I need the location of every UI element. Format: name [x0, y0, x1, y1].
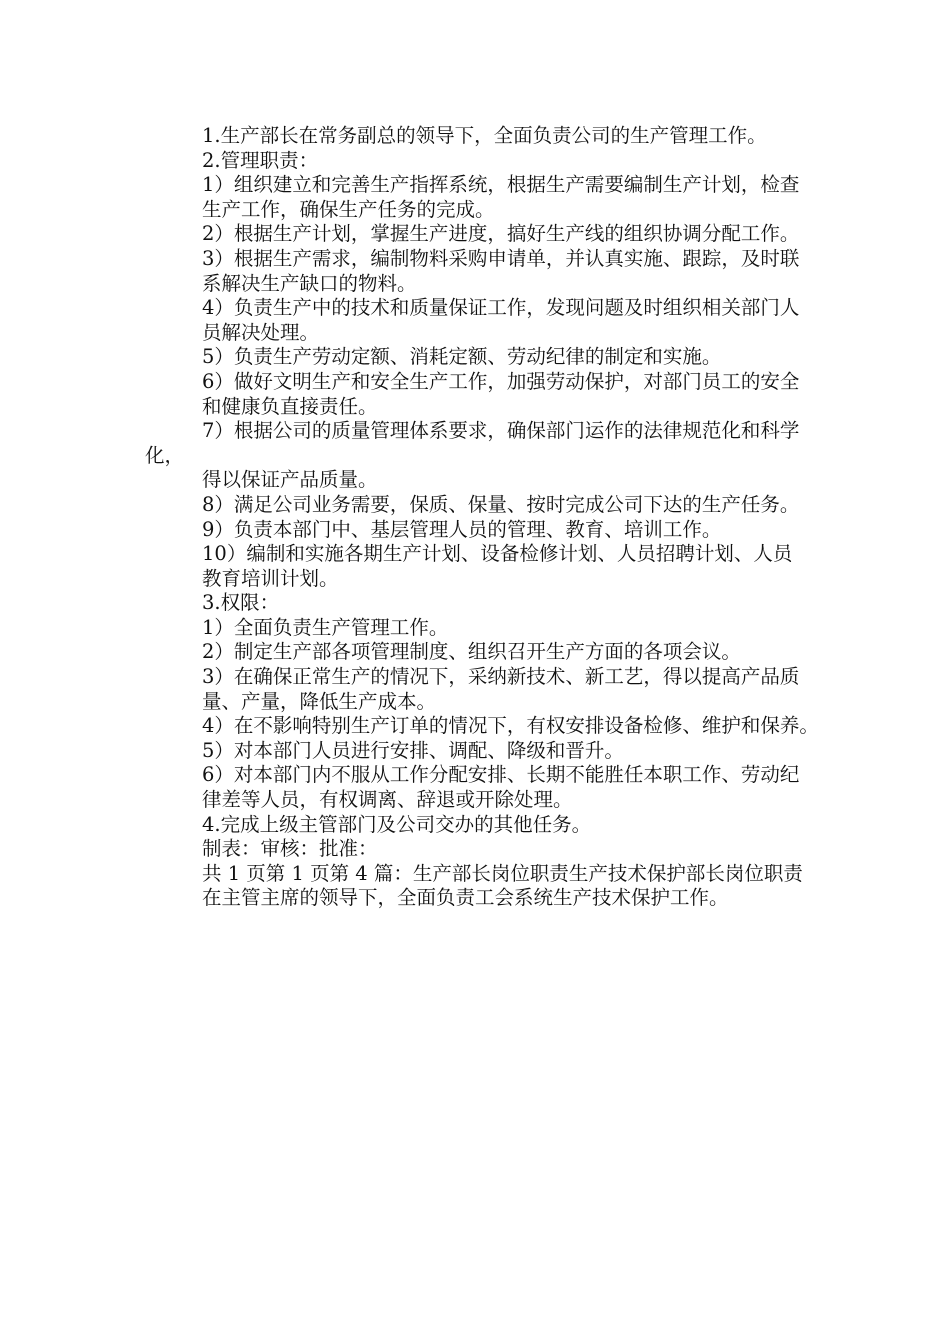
- paragraph: 3.权限：: [202, 591, 280, 615]
- paragraph: 1.生产部长在常务副总的领导下，全面负责公司的生产管理工作。: [202, 124, 767, 147]
- paragraph: 6）对本部门内不服从工作分配安排、长期不能胜任本职工作、劳动纪: [202, 763, 800, 787]
- paragraph: 量、产量，降低生产成本。: [202, 689, 437, 713]
- paragraph: 3）根据生产需求，编制物料采购申请单，并认真实施、跟踪，及时联: [202, 246, 800, 270]
- paragraph: 得以保证产品质量。: [202, 468, 378, 492]
- paragraph: 2）制定生产部各项管理制度、组织召开生产方面的各项会议。: [202, 640, 741, 664]
- paragraph: 4.完成上级主管部门及公司交办的其他任务。: [202, 812, 592, 836]
- paragraph: 3）在确保正常生产的情况下，采纳新技术、新工艺，得以提高产品质: [202, 665, 800, 689]
- paragraph: 系解决生产缺口的物料。: [202, 271, 417, 295]
- paragraph: 7）根据公司的质量管理体系要求，确保部门运作的法律规范化和科学化，: [145, 419, 800, 467]
- paragraph: 教育培训计划。: [202, 566, 339, 590]
- paragraph: 律差等人员，有权调离、辞退或开除处理。: [202, 788, 573, 812]
- document-body: [145, 124, 835, 911]
- paragraph: 制表：审核：批准：: [202, 837, 378, 861]
- paragraph: 在主管主席的领导下，全面负责工会系统生产技术保护工作。: [202, 886, 729, 910]
- paragraph: 共 1 页第 1 页第 4 篇：生产部长岗位职责生产技术保护部长岗位职责: [202, 861, 803, 885]
- paragraph: 1）全面负责生产管理工作。: [202, 615, 449, 639]
- paragraph: 4）在不影响特别生产订单的情况下，有权安排设备检修、维护和保养。: [202, 714, 819, 738]
- paragraph: 2）根据生产计划，掌握生产进度，搞好生产线的组织协调分配工作。: [202, 222, 800, 246]
- paragraph: 6）做好文明生产和安全生产工作，加强劳动保护，对部门员工的安全: [202, 369, 800, 393]
- paragraph: 2.管理职责：: [202, 148, 319, 172]
- paragraph: 5）负责生产劳动定额、消耗定额、劳动纪律的制定和实施。: [202, 345, 722, 369]
- paragraph: 1）组织建立和完善生产指挥系统，根据生产需要编制生产计划，检查: [202, 173, 800, 197]
- paragraph: 生产工作，确保生产任务的完成。: [202, 197, 495, 221]
- paragraph: 9）负责本部门中、基层管理人员的管理、教育、培训工作。: [202, 517, 722, 541]
- paragraph: 10）编制和实施各期生产计划、设备检修计划、人员招聘计划、人员: [202, 542, 793, 566]
- paragraph: 5）对本部门人员进行安排、调配、降级和晋升。: [202, 738, 624, 762]
- paragraph: 8）满足公司业务需要，保质、保量、按时完成公司下达的生产任务。: [202, 492, 800, 516]
- paragraph: 4）负责生产中的技术和质量保证工作，发现问题及时组织相关部门人: [202, 296, 800, 320]
- paragraph: 和健康负直接责任。: [202, 394, 378, 418]
- paragraph: 员解决处理。: [202, 320, 320, 344]
